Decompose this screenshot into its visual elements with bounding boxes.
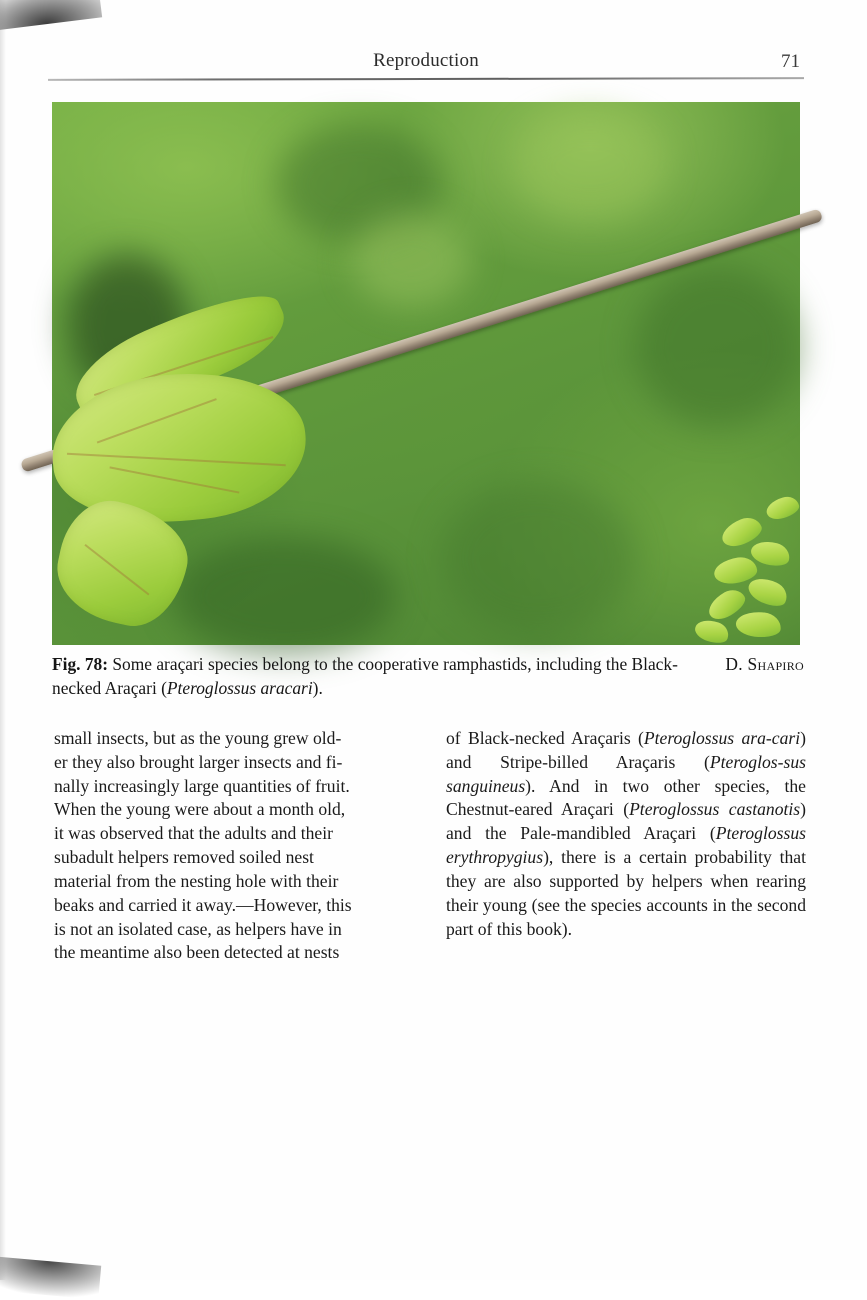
right-column-text	[446, 728, 806, 939]
body-text-run: ). And in two other species, the Chestnut-eared Araçari (	[446, 775, 806, 820]
body-text-run: ) and Stripe-billed Araçaris (	[446, 728, 806, 772]
species-name: Pteroglossus ara-cari	[643, 728, 801, 748]
body-text-run: ), there is a certain probability that they are also supported by helpers when rearing their young (see the species accounts in the second part of this book).	[446, 847, 806, 939]
scan-shadow-bottom-left	[0, 1254, 101, 1299]
figure-caption-species: Pteroglossus aracari	[166, 678, 313, 699]
body-columns	[54, 727, 806, 965]
body-text-run: of Black-necked Araçaris (	[446, 728, 644, 748]
background-blur-blob	[635, 265, 800, 428]
page-number: 71	[781, 51, 800, 72]
body-text-run: ) and the Pale-mandibled Araçari (	[446, 799, 806, 844]
photograph-aracaris	[52, 102, 800, 645]
left-column-text: small insects, but as the young grew old- er they also brought larger insects and fi- nally increasingly large quantities of fruit. When the young were about a month old, it was observed that the adults and their subadult helpers removed soiled nest material from the nesting hole with their beaks and carried it away.—However, this is not an isolated case, as helpers have in the meantime also been detected at nests	[54, 728, 352, 963]
background-blur-blob	[351, 211, 471, 309]
scan-edge-left	[0, 0, 6, 1280]
figure-caption	[52, 652, 804, 700]
background-blur-blob	[172, 536, 396, 655]
species-name: Pteroglossus castanotis	[629, 799, 801, 820]
background-blur-blob	[516, 113, 666, 222]
scan-shadow-top-left	[0, 0, 102, 34]
species-name: Pteroglos-sus sanguineus	[446, 751, 806, 796]
body-column-right	[446, 727, 806, 965]
figure-caption-text-1: Some araçari species belong to the cooperative ramphastids, including the Black-necked	[52, 654, 678, 699]
figure-caption-text-2: Araçari (	[104, 678, 167, 699]
figure-caption-text-3: ).	[312, 678, 323, 699]
species-name: Pteroglossus erythropygius	[446, 823, 806, 868]
right-column-paragraph	[446, 727, 806, 941]
figure-label: Fig. 78:	[52, 654, 109, 674]
running-head	[52, 50, 800, 76]
figure-credit: D. Shapiro	[725, 654, 804, 674]
running-head-title: Reproduction	[373, 50, 479, 71]
left-column-paragraph	[54, 727, 414, 965]
body-column-left	[54, 727, 414, 965]
header-rule	[48, 77, 804, 81]
figure-plate	[52, 102, 804, 699]
background-blur-blob	[441, 482, 635, 634]
